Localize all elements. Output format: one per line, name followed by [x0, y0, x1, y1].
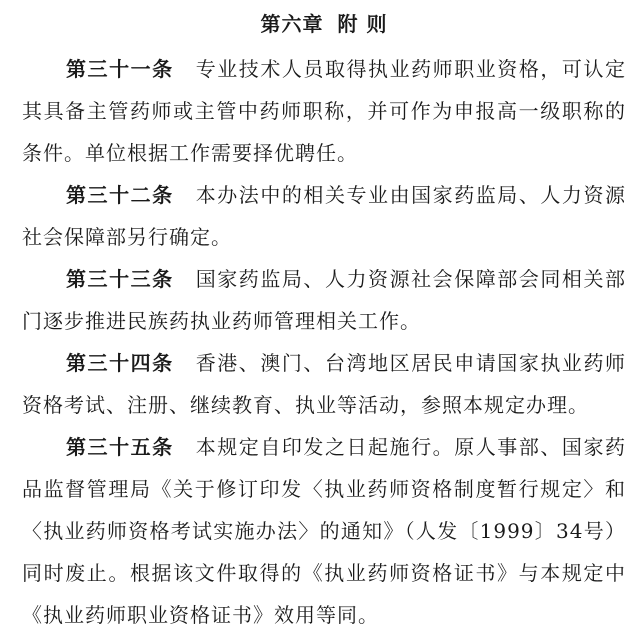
- article-number: 第三十三条: [66, 267, 174, 291]
- chapter-title: [22, 6, 626, 42]
- article-35: [22, 426, 626, 636]
- article-text: 专业技术人员取得执业药师职业资格，可认定其具备主管药师或主管中药师职称，并可作为申报高一级职称的条件。单位根据工作需要择优聘任。: [22, 57, 627, 165]
- article-33: [22, 258, 626, 342]
- article-number: 第三十二条: [66, 183, 174, 207]
- article-31: [22, 48, 626, 174]
- article-32: [22, 174, 626, 258]
- article-text: 国家药监局、人力资源社会保障部会同相关部门逐步推进民族药执业药师管理相关工作。: [22, 267, 627, 333]
- article-text: 本办法中的相关专业由国家药监局、人力资源社会保障部另行确定。: [22, 183, 627, 249]
- article-text: 本规定自印发之日起施行。原人事部、国家药品监督管理局《关于修订印发〈执业药师资格制度暂行规定〉和〈执业药师资格考试实施办法〉的通知》（人发〔1999〕34号）同时废止。根据该文件取得的《执业药师资格证书》与本规定中《执业药师职业资格证书》效用等同。: [22, 435, 627, 627]
- chapter-name: 附 则: [337, 12, 388, 36]
- article-number: 第三十五条: [66, 435, 174, 459]
- article-34: [22, 342, 626, 426]
- chapter-number: 第六章: [260, 12, 324, 36]
- article-number: 第三十一条: [66, 57, 174, 81]
- article-number: 第三十四条: [66, 351, 174, 375]
- article-text: 香港、澳门、台湾地区居民申请国家执业药师资格考试、注册、继续教育、执业等活动，参照本规定办理。: [22, 351, 627, 417]
